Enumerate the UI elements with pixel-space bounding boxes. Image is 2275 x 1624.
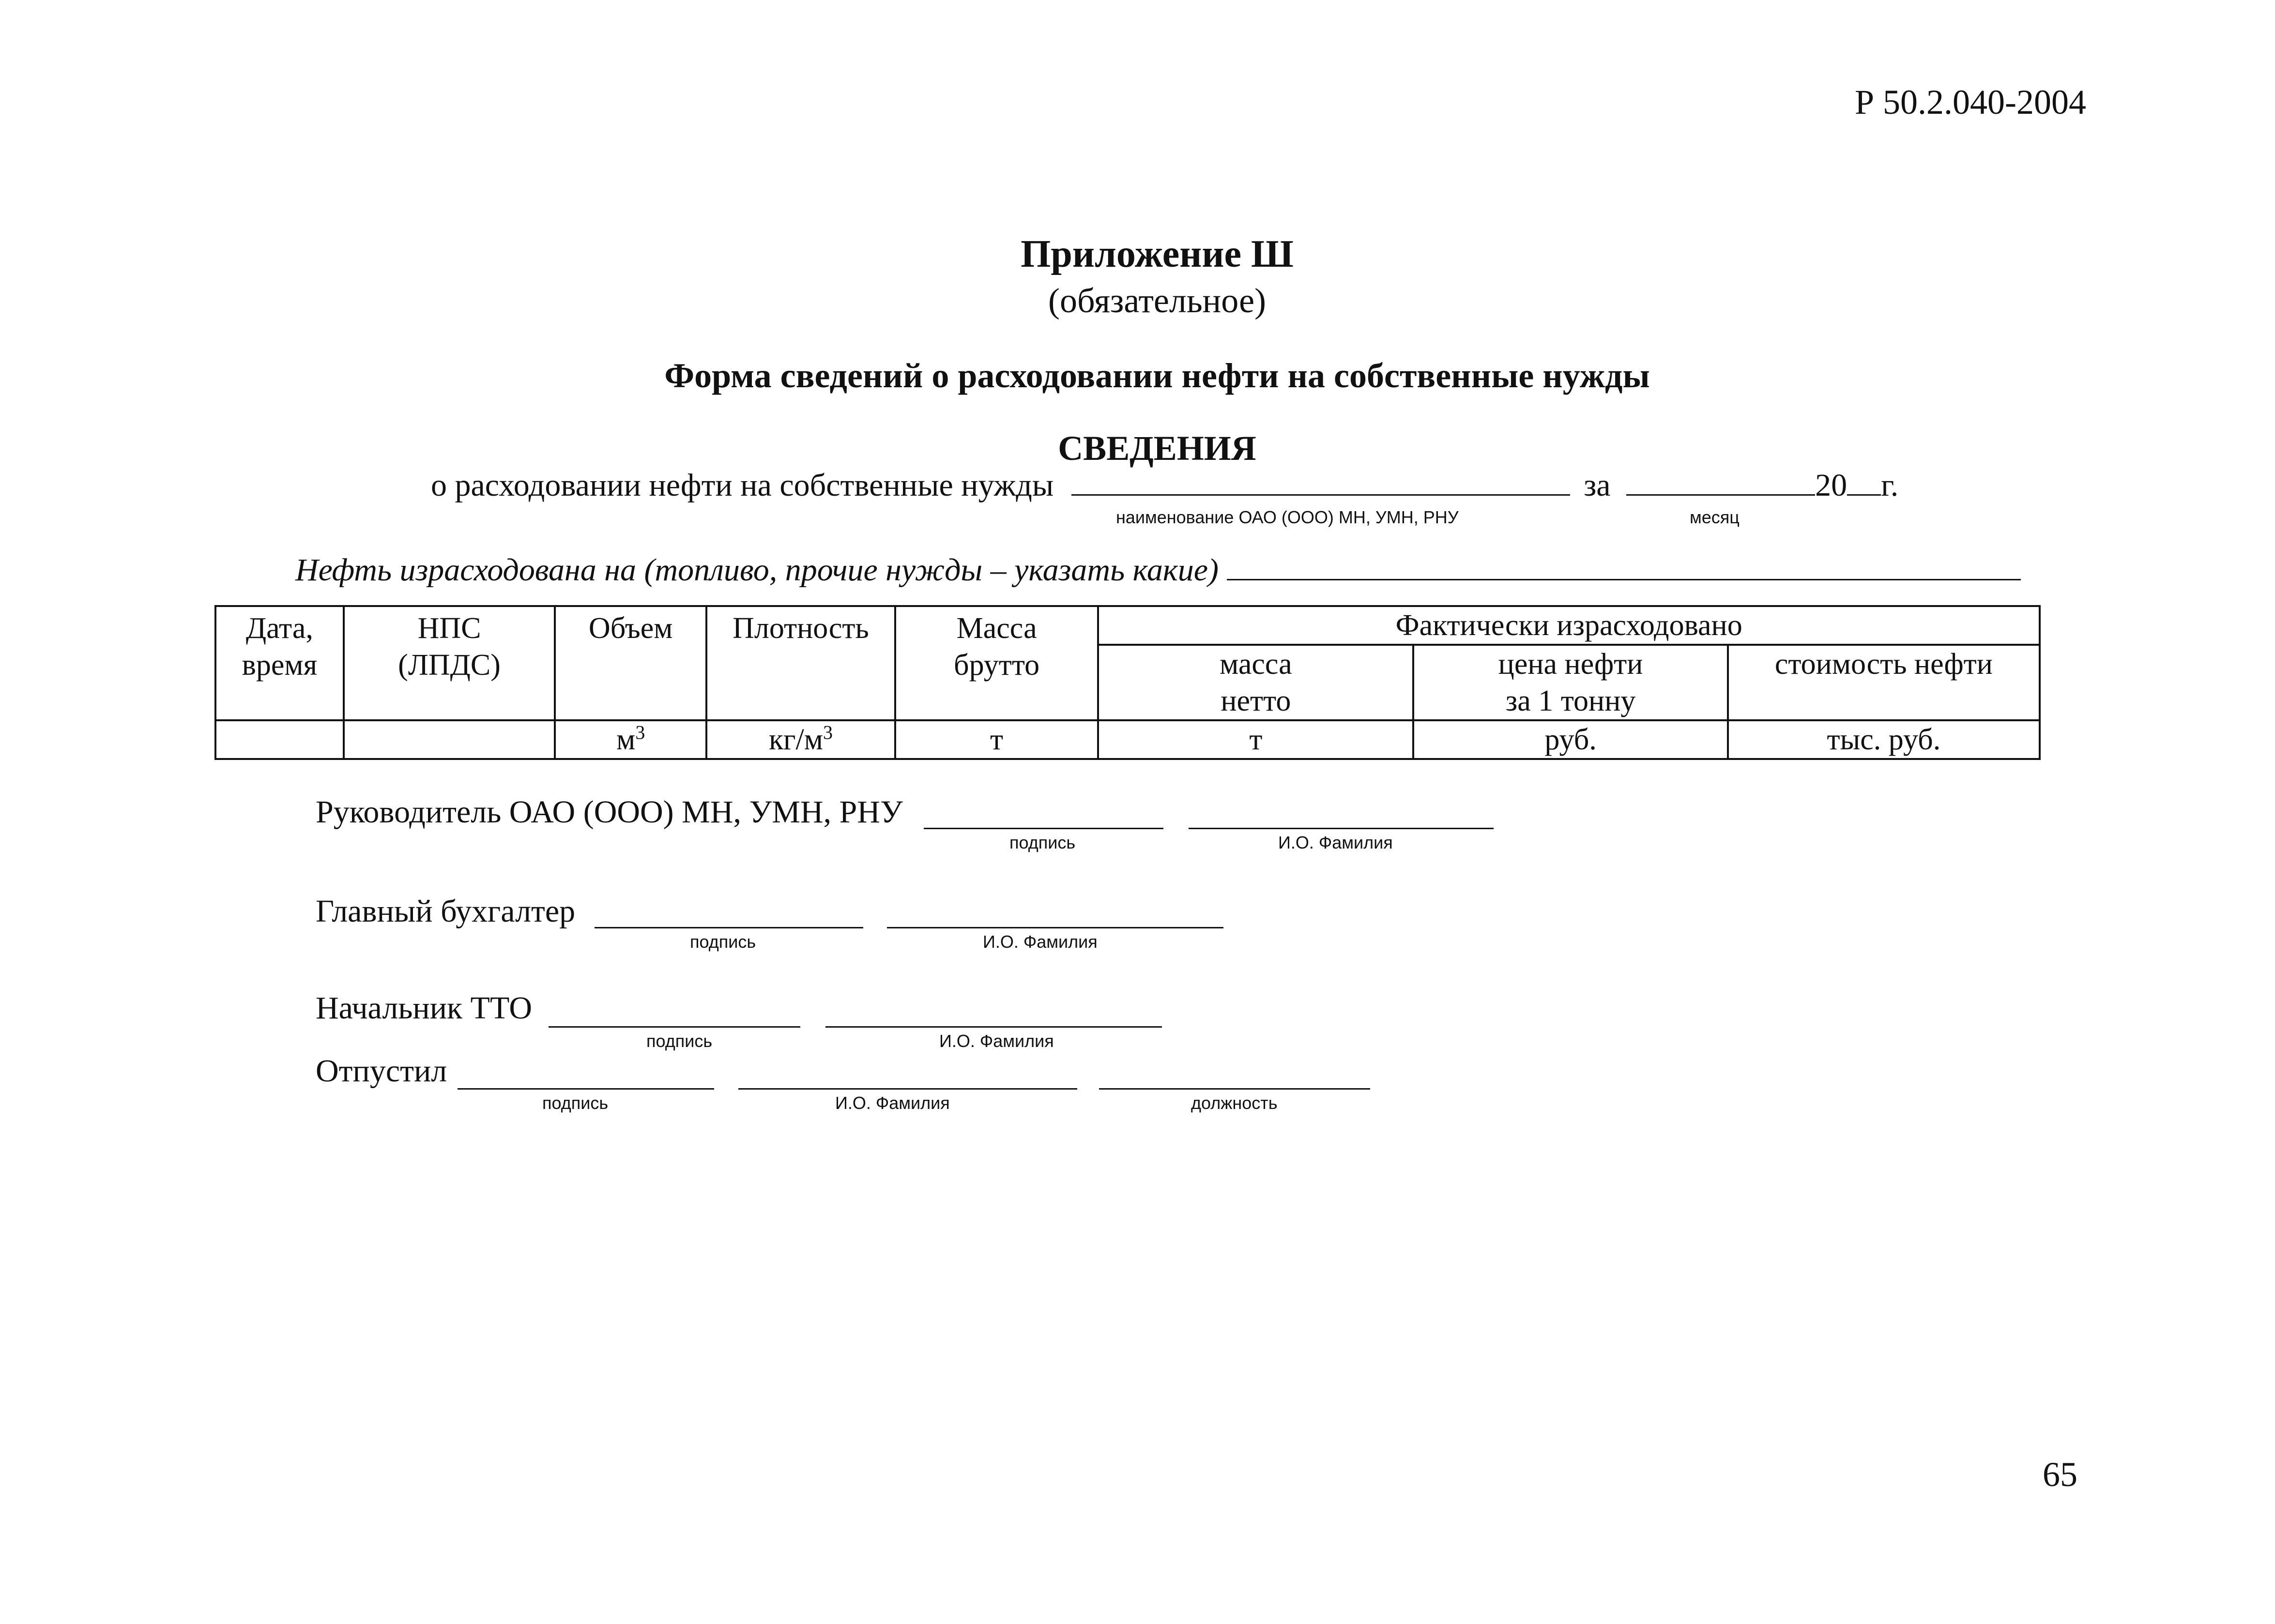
org-name-field[interactable] — [1071, 467, 1570, 496]
tto-head-name-field[interactable] — [825, 1026, 1162, 1028]
header-actual-group: Фактически израсходовано — [1098, 606, 2040, 645]
appendix-title: Приложение Ш — [1021, 233, 1294, 275]
unit-cost: тыс. руб. — [1728, 720, 2040, 759]
unit-price: руб. — [1413, 720, 1727, 759]
year-prefix: 20 — [1815, 468, 1847, 503]
table-row — [215, 720, 2040, 759]
released-by-caption-position: должность — [1191, 1093, 1278, 1113]
unit-net-mass: т — [1098, 720, 1413, 759]
header-date: Дата, время — [215, 606, 344, 720]
header-net-mass: масса нетто — [1098, 645, 1413, 720]
caption-org-name: наименование ОАО (ООО) МН, УМН, РНУ — [1116, 507, 1459, 527]
tto-head-caption-sign: подпись — [646, 1031, 713, 1051]
oil-used-label: Нефть израсходована на (топливо, прочие нужды – указать какие) — [295, 552, 1219, 588]
header-price: цена нефти за 1 тонну — [1413, 645, 1727, 720]
form-title: Форма сведений о расходовании нефти на собственные нужды — [664, 356, 1650, 395]
chief-accountant-signature-field[interactable] — [595, 927, 863, 928]
chief-accountant-caption-name: И.О. Фамилия — [983, 932, 1098, 952]
released-by-caption-name: И.О. Фамилия — [835, 1093, 950, 1113]
tto-head-label: Начальник ТТО — [316, 990, 533, 1026]
unit-density: $кг/м^3$ — [706, 720, 895, 759]
released-by-caption-sign: подпись — [542, 1093, 609, 1113]
tto-head-caption-name: И.О. Фамилия — [939, 1031, 1054, 1051]
header-cost: стоимость нефти — [1728, 645, 2040, 720]
header-density: Плотность — [706, 606, 895, 720]
tto-head-signature-field[interactable] — [549, 1026, 800, 1028]
header-gross-mass: Масса брутто — [895, 606, 1099, 720]
year-suffix: г. — [1881, 468, 1899, 503]
released-by-name-field[interactable] — [738, 1088, 1077, 1090]
head-caption-name: И.О. Фамилия — [1278, 833, 1393, 852]
head-signature-field[interactable] — [924, 828, 1163, 829]
chief-accountant-label: Главный бухгалтер — [316, 894, 576, 929]
released-by-label: Отпустил — [316, 1053, 447, 1089]
chief-accountant-caption-sign: подпись — [690, 932, 756, 952]
unit-gross-mass: т — [895, 720, 1099, 759]
page-number: 65 — [2043, 1455, 2077, 1494]
year-field[interactable] — [1847, 467, 1881, 496]
header-nps: НПС (ЛПДС) — [344, 606, 555, 720]
oil-used-field[interactable] — [1227, 552, 2021, 580]
caption-month: месяц — [1690, 507, 1740, 527]
svedeniya-line-prefix: о расходовании нефти на собственные нужды — [431, 468, 1054, 503]
header-volume: Объем — [555, 606, 706, 720]
month-field[interactable] — [1626, 467, 1815, 496]
consumption-table — [214, 605, 2041, 760]
appendix-subtitle: (обязательное) — [1048, 281, 1266, 320]
svedeniya-line — [431, 467, 1898, 504]
za-label: за — [1584, 468, 1611, 503]
unit-volume: $м^3$ — [555, 720, 706, 759]
chief-accountant-name-field[interactable] — [887, 927, 1223, 928]
oil-used-row — [295, 552, 2021, 589]
released-by-position-field[interactable] — [1099, 1088, 1370, 1090]
head-caption-sign: подпись — [1009, 833, 1076, 852]
document-code: Р 50.2.040-2004 — [1854, 83, 2086, 121]
head-name-field[interactable] — [1189, 828, 1494, 829]
svedeniya-heading: СВЕДЕНИЯ — [1058, 429, 1256, 468]
head-label: Руководитель ОАО (ООО) МН, УМН, РНУ — [316, 794, 903, 830]
unit-date[interactable] — [215, 720, 344, 759]
released-by-signature-field[interactable] — [458, 1088, 714, 1090]
unit-nps[interactable] — [344, 720, 555, 759]
